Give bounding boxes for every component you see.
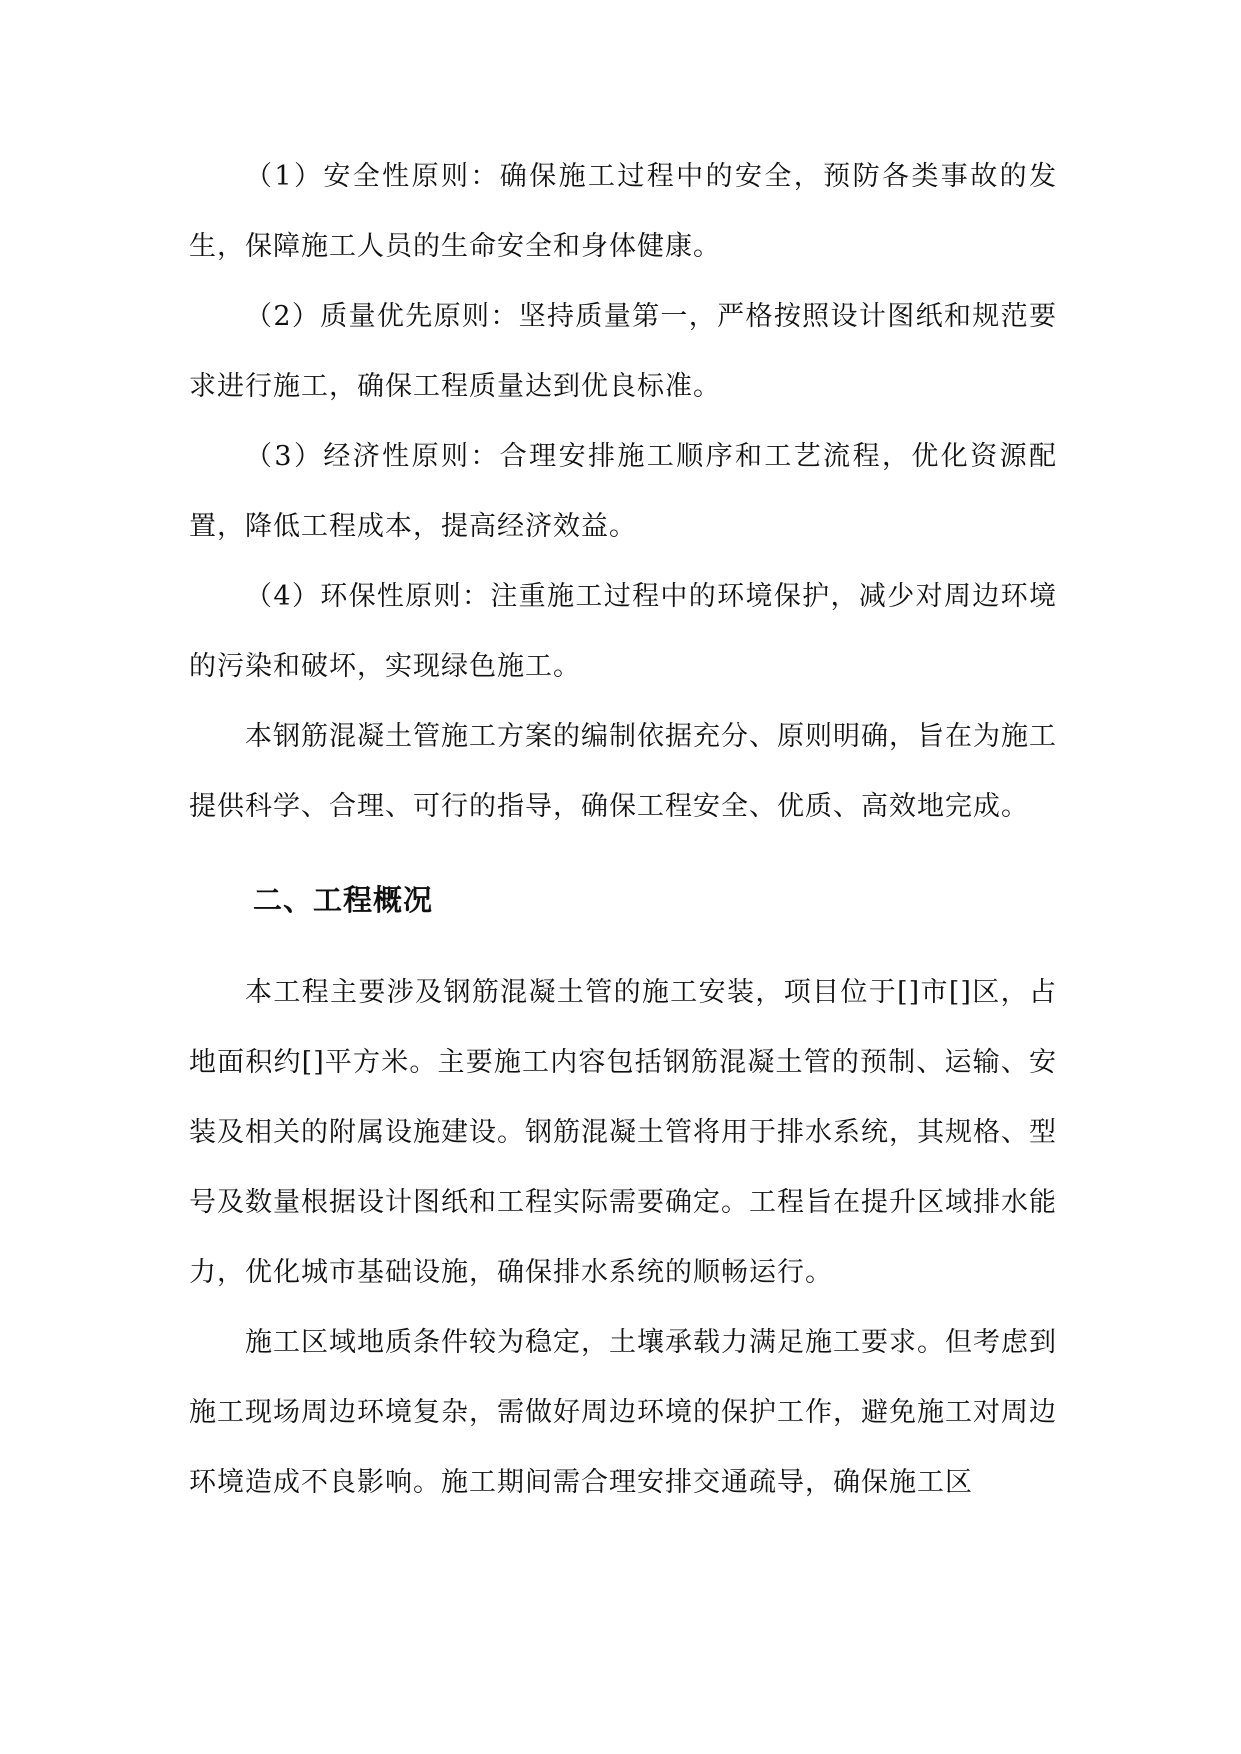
section-heading: 二、工程概况 — [253, 883, 434, 917]
summary-paragraph: 本钢筋混凝土管施工方案的编制依据充分、原则明确，旨在为施工提供科学、合理、可行的指导，确保工程安全、优质、高效地完成。 — [189, 721, 1057, 822]
principle-economy-paragraph: （3）经济性原则：合理安排施工顺序和工艺流程，优化资源配置，降低工程成本，提高经济效益。 — [189, 441, 1057, 542]
overview-paragraph: 本工程主要涉及钢筋混凝土管的施工安装，项目位于[]市[]区，占地面积约[]平方米。主要施工内容包括钢筋混凝土管的预制、运输、安装及相关的附属设施建设。钢筋混凝土管将用于排水系统，其规格、型号及数量根据设计图纸和工程实际需要确定。工程旨在提升区域排水能力，优化城市基础设施，确保排水系统的顺畅运行。 — [189, 977, 1057, 1288]
principle-quality-paragraph: （2）质量优先原则：坚持质量第一，严格按照设计图纸和规范要求进行施工，确保工程质量达到优良标准。 — [189, 301, 1057, 402]
document-body — [189, 142, 1057, 1518]
site-conditions-paragraph: 施工区域地质条件较为稳定，土壤承载力满足施工要求。但考虑到施工现场周边环境复杂，需做好周边环境的保护工作，避免施工对周边环境造成不良影响。施工期间需合理安排交通疏导，确保施工区 — [189, 1327, 1057, 1498]
principle-environment-paragraph: （4）环保性原则：注重施工过程中的环境保护，减少对周边环境的污染和破坏，实现绿色施工。 — [189, 581, 1057, 682]
principle-safety-paragraph: （1）安全性原则：确保施工过程中的安全，预防各类事故的发生，保障施工人员的生命安全和身体健康。 — [189, 161, 1057, 262]
